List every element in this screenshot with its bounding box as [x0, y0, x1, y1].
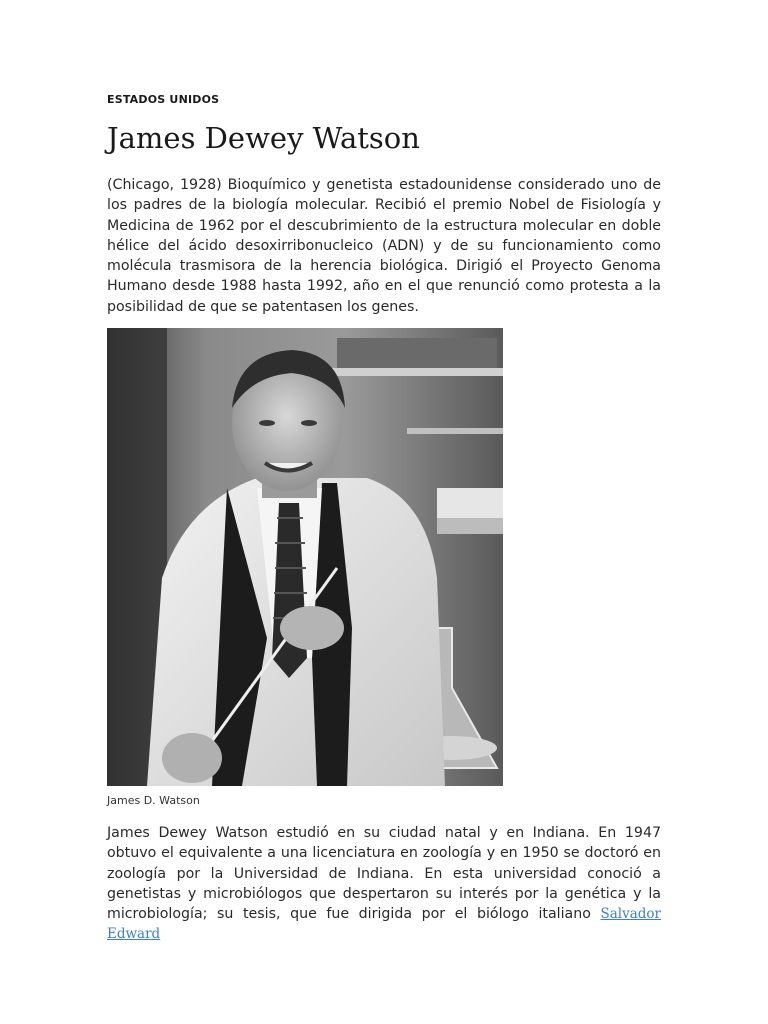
body-paragraph: [107, 823, 661, 945]
page-title: James Dewey Watson: [107, 121, 420, 155]
section-label: ESTADOS UNIDOS: [107, 93, 220, 106]
intro-paragraph: (Chicago, 1928) Bioquímico y genetista estadounidense considerado uno de los padres de la biología molecular. Recibió el premio Nobel de Fisiología y Medicina de 1962 por el descubrimiento de la estructura molecular en doble hélice del ácido desoxirribonucleico (ADN) y de su funcionamiento como molécula trasmisora de la herencia biológica. Dirigió el Proyecto Genoma Humano desde 1988 hasta 1992, año en el que renunció como protesta a la posibilidad de que se patentasen los genes.: [107, 177, 661, 315]
body-text: James Dewey Watson estudió en su ciudad natal y en Indiana. En 1947 obtuvo el equivalente a una licenciatura en zoología y en 1950 se doctoró en zoología por la Universidad de Indiana. En esta universidad conoció a genetistas y microbiólogos que despertaron su interés por la genética y la microbiología; su tesis, que fue dirigida por el biólogo italiano: [107, 825, 661, 923]
portrait-photo: [107, 328, 503, 786]
salvador-edward-link[interactable]: Salvador Edward: [107, 906, 661, 943]
photo-caption: James D. Watson: [107, 794, 200, 807]
